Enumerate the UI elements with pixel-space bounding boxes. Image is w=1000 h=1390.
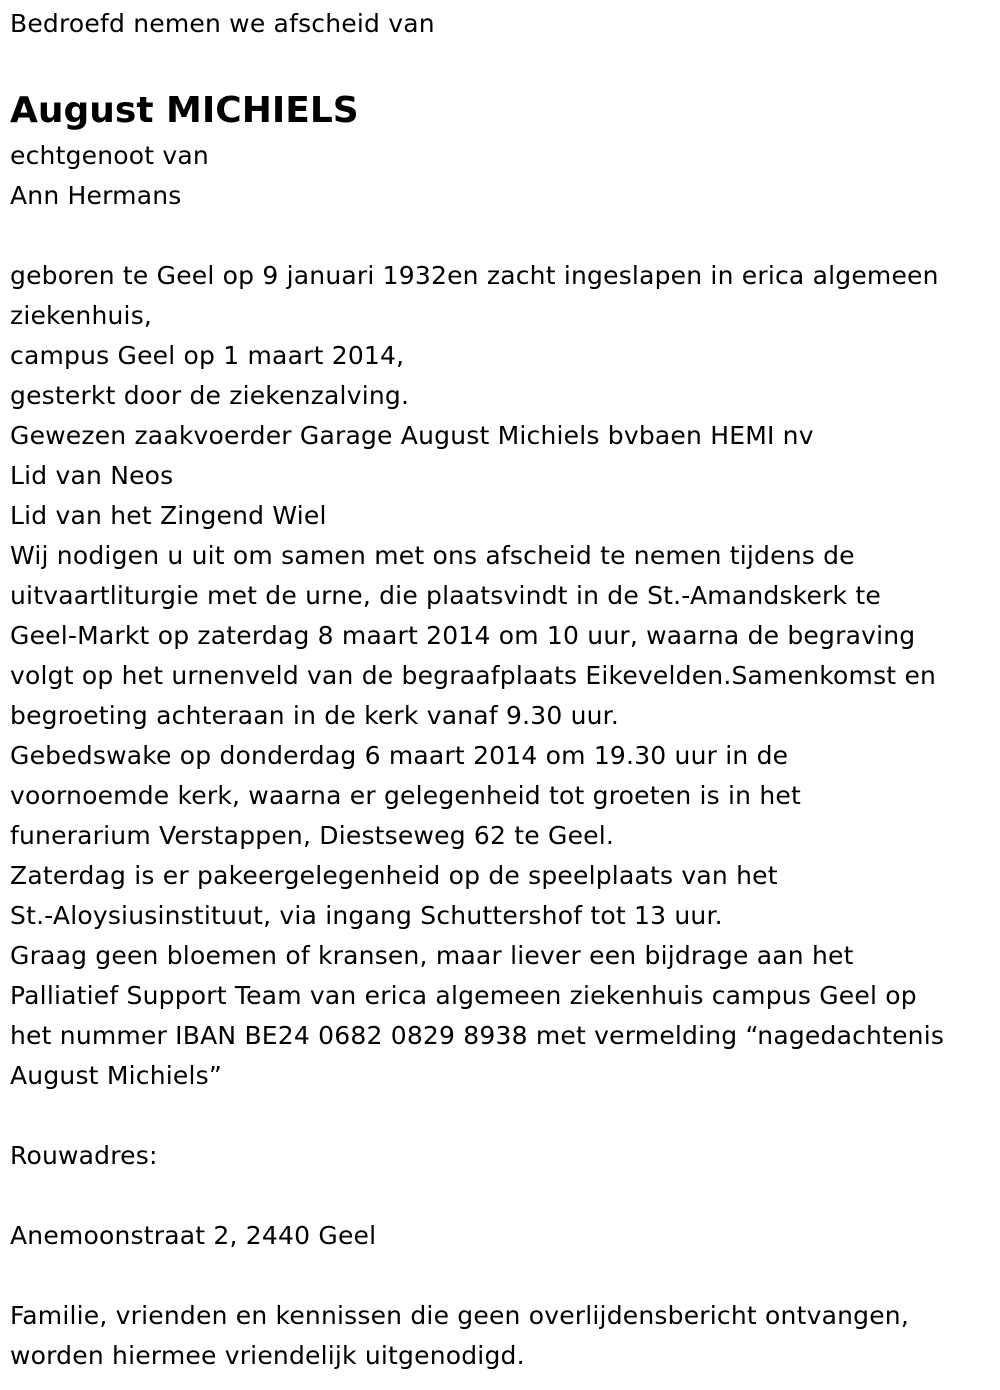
deceased-name: August MICHIELS xyxy=(10,90,359,131)
body-line: Gebedswake op donderdag 6 maart 2014 om 19.30 uur in de xyxy=(10,741,789,770)
body-line: campus Geel op 1 maart 2014, xyxy=(10,341,405,370)
spacer xyxy=(10,1176,995,1216)
body-line: uitvaartliturgie met de urne, die plaatsvindt in de St.-Amandskerk te xyxy=(10,581,881,610)
body-line: Graag geen bloemen of kransen, maar liever een bijdrage aan het xyxy=(10,941,854,970)
body-line: begroeting achteraan in de kerk vanaf 9.30 uur. xyxy=(10,701,619,730)
body-line: St.-Aloysiusinstituut, via ingang Schuttershof tot 13 uur. xyxy=(10,901,723,930)
address-value: Anemoonstraat 2, 2440 Geel xyxy=(10,1221,377,1250)
closing-line-1: Familie, vrienden en kennissen die geen overlijdensbericht ontvangen, xyxy=(10,1301,909,1330)
body-line: August Michiels” xyxy=(10,1061,222,1090)
relation-text: echtgenoot van xyxy=(10,141,209,170)
body-line: Palliatief Support Team van erica algemeen ziekenhuis campus Geel op xyxy=(10,981,917,1010)
spouse-name: Ann Hermans xyxy=(10,181,182,210)
body-line: het nummer IBAN BE24 0682 0829 8938 met vermelding “nagedachtenis xyxy=(10,1021,945,1050)
spacer xyxy=(10,216,995,256)
body-line: Lid van Neos xyxy=(10,461,174,490)
closing-line-2: worden hiermee vriendelijk uitgenodigd. xyxy=(10,1341,525,1370)
body-line: Geel-Markt op zaterdag 8 maart 2014 om 10 uur, waarna de begraving xyxy=(10,621,916,650)
body-line: funerarium Verstappen, Diestseweg 62 te Geel. xyxy=(10,821,615,850)
spacer xyxy=(10,44,995,84)
body-line: ziekenhuis, xyxy=(10,301,153,330)
obituary-body xyxy=(10,256,995,1096)
body-line: Wij nodigen u uit om samen met ons afscheid te nemen tijdens de xyxy=(10,541,855,570)
body-line: Lid van het Zingend Wiel xyxy=(10,501,327,530)
spacer xyxy=(10,1096,995,1136)
obituary-document xyxy=(10,0,995,1376)
body-line: volgt op het urnenveld van de begraafplaats Eikevelden.Samenkomst en xyxy=(10,661,937,690)
body-line: Zaterdag is er pakeergelegenheid op de speelplaats van het xyxy=(10,861,778,890)
spacer xyxy=(10,1256,995,1296)
body-line: Gewezen zaakvoerder Garage August Michiels bvbaen HEMI nv xyxy=(10,421,814,450)
address-label: Rouwadres: xyxy=(10,1141,158,1170)
body-line: voornoemde kerk, waarna er gelegenheid tot groeten is in het xyxy=(10,781,801,810)
body-line: gesterkt door de ziekenzalving. xyxy=(10,381,410,410)
intro-text: Bedroefd nemen we afscheid van xyxy=(10,9,435,38)
body-line: geboren te Geel op 9 januari 1932en zacht ingeslapen in erica algemeen xyxy=(10,261,939,290)
